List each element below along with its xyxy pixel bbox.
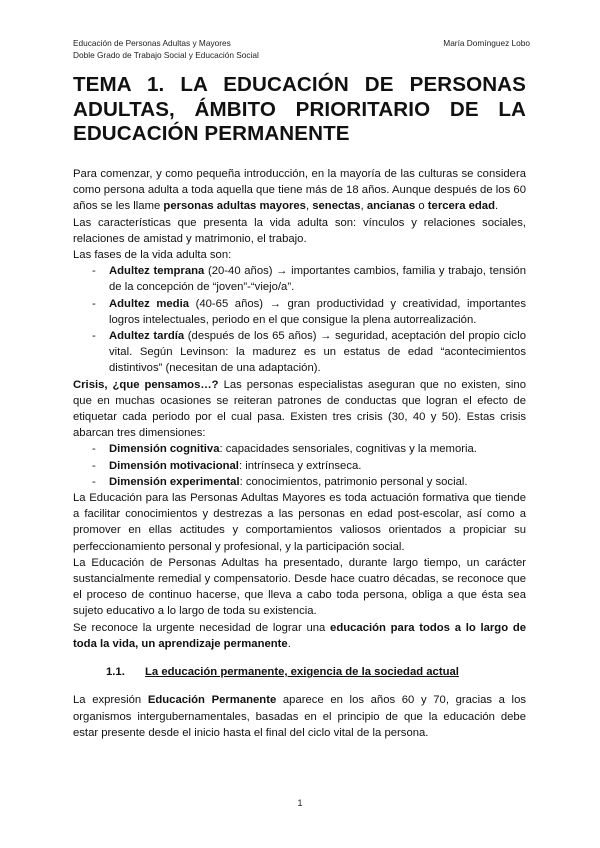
intro-term-senectas: senectas [312, 200, 361, 213]
section-title: La educación permanente, exigencia de la sociedad actual [145, 666, 459, 679]
intro-term-ancianas: ancianas [366, 200, 416, 213]
permanent-text: La expresión [73, 694, 148, 707]
phases-intro: Las fases de la vida adulta son: [73, 249, 232, 262]
document-body [73, 166, 526, 741]
intro-end: . [495, 200, 499, 213]
intro-separator: , [305, 200, 313, 213]
dimension-text: : capacidades sensoriales, cognitivas y la memoria. [219, 443, 477, 456]
intro-separator: , [360, 200, 367, 213]
phase-text: (después de los 65 años) → seguridad, aceptación del propio ciclo vital. Según Levinson: la madurez es un estatus de edad “acontecimientos distintivos” (necesitan de una adaptación). [109, 330, 526, 375]
paragraph-need [73, 620, 526, 652]
dimension-text: : conocimientos, patrimonio personal y social. [239, 475, 468, 488]
need-term: educación para todos a lo largo de toda la vida, un aprendizaje permanente [73, 621, 527, 650]
intro-term-adultas-mayores: personas adultas mayores [163, 200, 306, 213]
intro-term-tercera-edad: tercera edad [427, 200, 495, 213]
dimension-term: Dimensión motivacional [109, 459, 239, 472]
phase-text: (40-65 años) → gran productividad y creatividad, importantes logros intelectuales, periodo en el que consigue la plena autorrealización. [109, 297, 526, 326]
crisis-text: Las personas especialistas aseguran que no existen, sino que en muchas ocasiones se reiteran patrones de conductas que logran el efecto de etiquetar cada periodo por el cual pasa. Existen tres crisis (30, 40 y 50). Estas crisis abarcan tres dimensiones: [73, 378, 527, 440]
intro-text: Para comenzar, y como pequeña introducción, en la mayoría de las culturas se considera como persona adulta a toda aquella que tiene más de 18 años. Aunque después de los 60 años se les llame [73, 168, 526, 213]
permanent-term: Educación Permanente [147, 694, 277, 707]
intro-paragraph [73, 166, 526, 215]
document-title: TEMA 1. LA EDUCACIÓN DE PERSONAS ADULTAS, ÁMBITO PRIORITARIO DE LA EDUCACIÓN PERMANENTE [73, 73, 526, 145]
header-course: Educación de Personas Adultas y Mayores [73, 38, 231, 48]
list-item [109, 328, 526, 377]
section-number: 1.1. [106, 666, 125, 679]
list-item [109, 458, 526, 474]
header-author: María Domínguez Lobo [443, 38, 530, 48]
crisis-term: Crisis, ¿que pensamos…? [73, 378, 219, 391]
phase-text: (20-40 años) → importantes cambios, familia y trabajo, tensión de la concepción de “joven”-“viejo/a”. [109, 265, 526, 294]
page-number: 1 [297, 798, 303, 808]
section-heading [73, 664, 526, 680]
list-item [109, 296, 526, 328]
page-header-left [73, 37, 259, 61]
dimensions-list [73, 441, 526, 490]
crisis-paragraph [73, 377, 526, 442]
need-text: Se reconoce la urgente necesidad de lograr una [73, 621, 331, 634]
permanent-text: aparece en los años 60 y 70, gracias a los organismos intergubernamentales, basadas en el principio de que la educación debe estar presente desde el inicio hasta el final del ciclo vital de la persona. [73, 694, 527, 739]
dimension-text: : intrínseca y extrínseca. [238, 459, 362, 472]
dimension-term: Dimensión experimental [109, 475, 240, 488]
need-end: . [287, 637, 291, 650]
list-item [109, 263, 526, 295]
intro-separator: o [415, 200, 428, 213]
phase-term: Adultez tardía [109, 330, 185, 343]
paragraph-permanent-education [73, 692, 526, 741]
dimension-term: Dimensión cognitiva [109, 443, 220, 456]
phase-term: Adultez media [109, 297, 190, 310]
paragraph-definition: La Educación para las Personas Adultas Mayores es toda actuación formativa que tiende a facilitar conocimientos y destrezas a las personas en edad post-escolar, así como a promover en ellas actitudes y comportamientos valiosos orientados a propiciar su perfeccionamiento personal y profesional, y la participación social. [73, 492, 526, 553]
list-item [109, 474, 526, 490]
phases-list [73, 263, 526, 376]
characteristics-paragraph: Las características que presenta la vida adulta son: vínculos y relaciones sociales, relaciones de amistad y matrimonio, el trabajo. [73, 216, 526, 245]
paragraph-history: La Educación de Personas Adultas ha presentado, durante largo tiempo, un carácter sustancialmente remedial y compensatorio. Desde hace cuatro décadas, se reconoce que el proceso de continuo hacerse, que lleva a cabo toda persona, obliga a que ésta sea sujeto educativo a lo largo de toda su existencia. [73, 556, 526, 618]
phase-term: Adultez temprana [109, 265, 205, 278]
header-degree: Doble Grado de Trabajo Social y Educación Social [73, 50, 259, 60]
list-item [109, 441, 526, 457]
